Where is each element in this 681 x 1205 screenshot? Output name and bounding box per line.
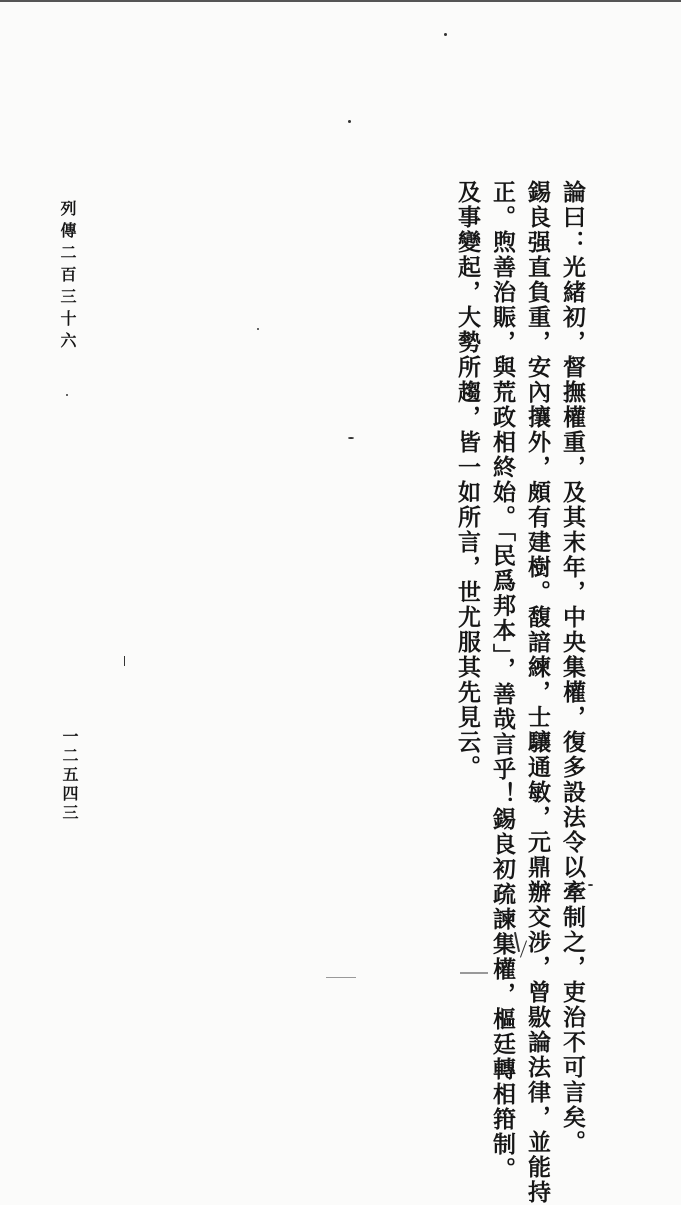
scan-speck [124, 656, 125, 666]
text-column-4: 及事變起，大勢所趨，皆一如所言，世尤服其先見云。 [454, 180, 481, 780]
scan-speck [588, 884, 593, 886]
text-column-2: 錫良强直負重，安內攘外，頗有建樹。馥諳練，士驤通敏，元鼎辦交涉，曾敭論法律，並能持 [524, 180, 551, 1205]
text-column-3: 正。煦善治賑，與荒政相終始。「民爲邦本」，善哉言乎！錫良初疏諫集權，樞廷轉相箝制。 [489, 180, 516, 1182]
scan-speck [444, 33, 447, 36]
top-border [0, 0, 681, 2]
text-column-1: 論曰：光緒初，督撫權重，及其末年，中央集權，復多設法令以牽制之，吏治不可言矣。 [559, 180, 586, 1155]
page-number: 一二五四三 [60, 728, 79, 823]
scan-speck [348, 437, 354, 439]
scan-speck [257, 328, 259, 330]
chapter-title: 列傳二百三十六 [58, 200, 77, 354]
scan-speck [460, 972, 488, 974]
scan-speck [326, 977, 356, 978]
scan-speck [348, 120, 351, 123]
scan-speck [66, 394, 68, 396]
